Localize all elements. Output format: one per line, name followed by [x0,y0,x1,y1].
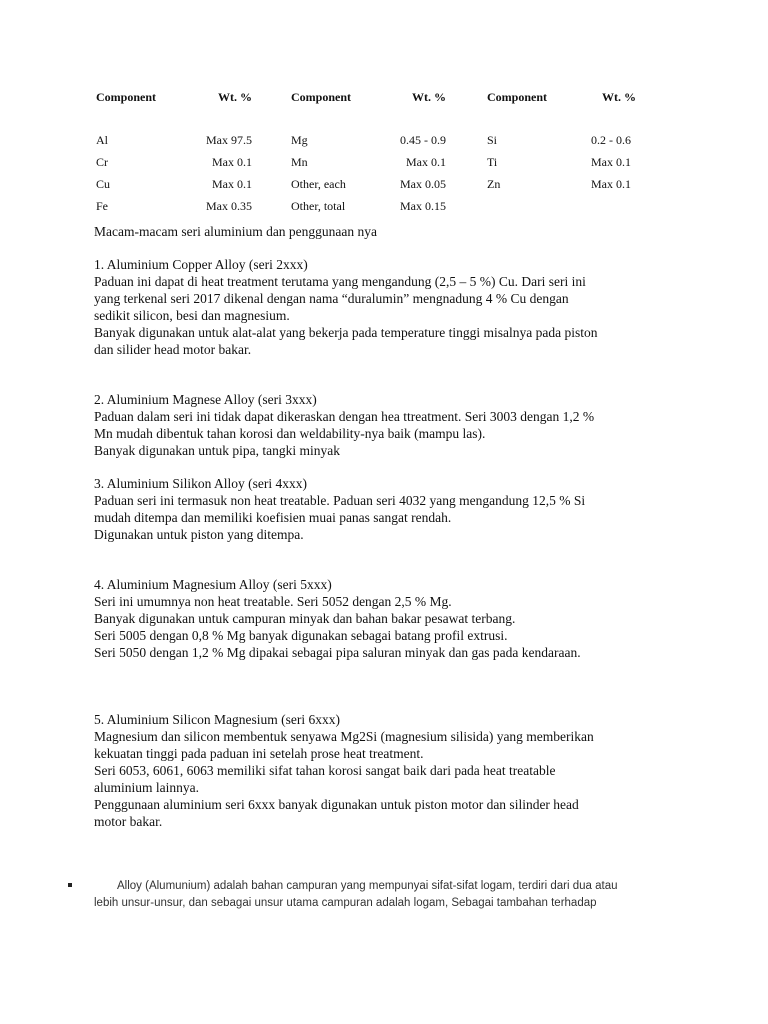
paragraph-line: mudah ditempa dan memiliki koefisien muai panas sangat rendah. [94,510,452,525]
section-heading: 3. Aluminium Silikon Alloy (seri 4xxx) [94,476,308,491]
paragraph-line: Banyak digunakan untuk alat-alat yang bekerja pada temperature tinggi misalnya pada piston [94,325,598,340]
header-wt-2: Wt. % [412,90,446,104]
square-bullet-icon [68,883,72,887]
paragraph-line: Seri ini umumnya non heat treatable. Seri 5052 dengan 2,5 % Mg. [94,594,452,609]
table-header-row [96,90,696,106]
paragraph-line: aluminium lainnya. [94,780,199,795]
paragraph-line: Magnesium dan silicon membentuk senyawa Mg2Si (magnesium silisida) yang memberikan [94,729,594,744]
section-heading: 1. Aluminium Copper Alloy (seri 2xxx) [94,257,308,272]
table-cell: Max 0.1 [212,155,252,169]
table-cell: Mn [291,155,308,169]
paragraph-line: Paduan dalam seri ini tidak dapat dikeraskan dengan hea ttreatment. Seri 3003 dengan 1,2 % [94,409,595,424]
table-row [96,155,696,171]
paragraph-line: motor bakar. [94,814,163,829]
paragraph-line: Digunakan untuk piston yang ditempa. [94,527,304,542]
table-cell: Max 0.1 [591,155,631,169]
header-component-3: Component [487,90,548,104]
paragraph-line: Seri 5005 dengan 0,8 % Mg banyak digunakan sebagai batang profil extrusi. [94,628,508,643]
paragraph-line: Penggunaan aluminium seri 6xxx banyak digunakan untuk piston motor dan silinder head [94,797,579,812]
table-cell: Si [487,133,498,147]
table-cell: Max 97.5 [206,133,252,147]
paragraph-line: Seri 6053, 6061, 6063 memiliki sifat tahan korosi sangat baik dari pada heat treatable [94,763,556,778]
paragraph-line: Mn mudah dibentuk tahan korosi dan weldability-nya baik (mampu las). [94,426,486,441]
table-cell: Max 0.1 [591,177,631,191]
table-cell: Mg [291,133,308,147]
table-row [96,199,696,215]
paragraph-line: sedikit silicon, besi dan magnesium. [94,308,290,323]
header-wt-1: Wt. % [218,90,252,104]
paragraph-line: Paduan seri ini termasuk non heat treatable. Paduan seri 4032 yang mengandung 12,5 % Si [94,493,586,508]
table-cell: Max 0.1 [212,177,252,191]
paragraph-line: dan silider head motor bakar. [94,342,252,357]
table-cell: Fe [96,199,108,213]
table-cell: Max 0.15 [400,199,446,213]
table-cell: Other, each [291,177,346,191]
paragraph-line: Seri 5050 dengan 1,2 % Mg dipakai sebagai pipa saluran minyak dan gas pada kendaraan. [94,645,581,660]
table-cell: Max 0.05 [400,177,446,191]
paragraph-line: Paduan ini dapat di heat treatment terutama yang mengandung (2,5 – 5 %) Cu. Dari seri ini [94,274,586,289]
table-cell: Al [96,133,108,147]
header-component-1: Component [96,90,157,104]
bullet-text-line: lebih unsur-unsur, dan sebagai unsur utama campuran adalah logam, Sebagai tambahan terhadap [94,897,597,909]
table-cell: Ti [487,155,498,169]
table-row [96,133,696,149]
table-cell: Zn [487,177,501,191]
table-cell: Max 0.35 [206,199,252,213]
header-wt-3: Wt. % [602,90,636,104]
bullet-text-line: Alloy (Alumunium) adalah bahan campuran yang mempunyai sifat-sifat logam, terdiri dari dua atau [117,880,618,892]
section-heading: 4. Aluminium Magnesium Alloy (seri 5xxx) [94,577,332,592]
paragraph-line: Banyak digunakan untuk campuran minyak dan bahan bakar pesawat terbang. [94,611,516,626]
intro-text: Macam-macam seri aluminium dan penggunaan nya [94,224,378,239]
table-cell: Cr [96,155,108,169]
table-cell: 0.45 - 0.9 [400,133,446,147]
paragraph-line: yang terkenal seri 2017 dikenal dengan nama “duralumin” mengnadung 4 % Cu dengan [94,291,569,306]
table-cell: 0.2 - 0.6 [591,133,631,147]
table-row [96,177,696,193]
header-component-2: Component [291,90,352,104]
table-cell: Other, total [291,199,346,213]
table-cell: Cu [96,177,111,191]
paragraph-line: Banyak digunakan untuk pipa, tangki minyak [94,443,340,458]
section-heading: 2. Aluminium Magnese Alloy (seri 3xxx) [94,392,317,407]
section-heading: 5. Aluminium Silicon Magnesium (seri 6xxx) [94,712,340,727]
paragraph-line: kekuatan tinggi pada paduan ini setelah prose heat treatment. [94,746,424,761]
document-body [94,223,694,830]
table-cell: Max 0.1 [406,155,446,169]
